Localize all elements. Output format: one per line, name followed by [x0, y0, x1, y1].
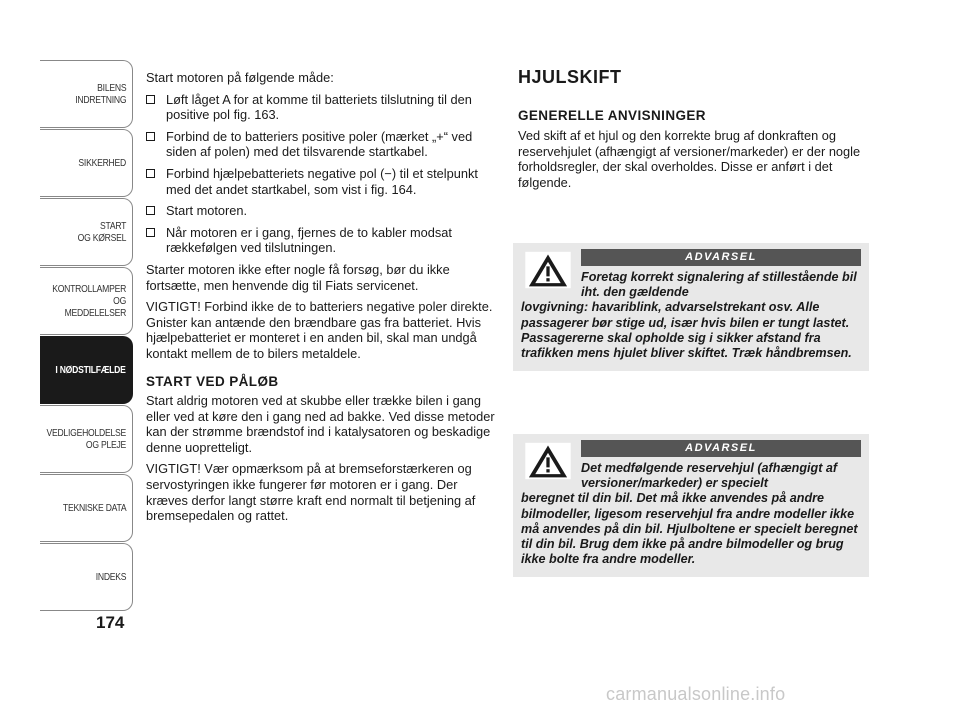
paragraph: Start aldrig motoren ved at skubbe eller trække bilen i gang eller ved at køre den i gang ned ad bakke. Ved disse metoder kan der strømme brændstof ind i katalysatoren og beskadige denne uopretteligt. — [146, 393, 495, 455]
intro-text: Start motoren på følgende måde: — [146, 70, 334, 85]
warning-text-first: Foretag korrekt signalering af stillestående bil iht. den gældende — [581, 270, 857, 300]
tab-sikkerhed[interactable] — [40, 129, 133, 197]
paragraph: Starter motoren ikke efter nogle få forsøg, bør du ikke fortsætte, men henvende dig til Fiats servicenet. — [146, 261, 450, 293]
warning-label: ADVARSEL — [581, 440, 861, 457]
warning-text-first: Det medfølgende reservehjul (afhængigt af versioner/markeder) er specielt — [581, 461, 838, 491]
step-item — [146, 203, 498, 219]
tab-label: START OG KØRSEL — [77, 220, 126, 244]
step-item — [146, 92, 498, 123]
tab-label: SIKKERHED — [78, 157, 126, 169]
watermark: carmanualsonline.info — [606, 684, 786, 704]
warning-text-rest: lovgivning: havariblink, advarselstrekant osv. Alle passagerer bør stige ud, især hvis bilen er tungt lastet. Passagererne skal opholde sig i sikker afstand fra trafikken mens hjulet bliver skiftet. Træk håndbremsen. — [521, 300, 852, 361]
warning-triangle-icon — [521, 441, 575, 481]
step-item — [146, 225, 498, 256]
checkbox-icon — [146, 169, 155, 178]
paragraph: VIGTIGT! Vær opmærksom på at bremseforstærkeren og servostyringen ikke fungerer før motoren er i gang. Der kræves derfor langt større kraft end normalt til betjening af bremsepedalen og rattet. — [146, 461, 476, 524]
step-item — [146, 166, 498, 197]
tab-label: I NØDSTILFÆLDE — [55, 364, 126, 376]
subheading: START VED PÅLØB — [146, 373, 279, 389]
warning-box — [513, 243, 869, 371]
warning-text — [521, 461, 861, 567]
general-text: Ved skift af et hjul og den korrekte brug af donkraften og reservehjulet (afhængigt af versioner/markeder) er der nogle forholdsregler, der skal overholdes. Disse er anført i det følgende. — [518, 128, 861, 190]
tab-label: KONTROLLAMPER OG MEDDELELSER — [52, 283, 126, 319]
checkbox-icon — [146, 228, 155, 237]
tab-bilens-indretning[interactable] — [40, 60, 133, 128]
tab-tekniske-data[interactable] — [40, 474, 133, 542]
tab-start-og-korsel[interactable] — [40, 198, 133, 266]
checkbox-icon — [146, 132, 155, 141]
paragraph: VIGTIGT! Forbind ikke de to batteriers negative poler direkte. Gnister kan antænde den brændbare gas fra batteriet. Hvis hjælpebatteriet er monteret i en anden bil, skal man undgå kontakt mellem de to bilers metaldele. — [146, 299, 493, 361]
general-heading: GENERELLE ANVISNINGER — [518, 107, 706, 123]
warning-label: ADVARSEL — [581, 249, 861, 266]
warning-text-rest: beregnet til din bil. Det må ikke anvendes på andre bilmodeller, ligesom reservehjul fra andre modeller ikke må anvendes på din bil. Hjulboltene er specielt beregnet til din bil. Brug dem ikke på andre bilmodeller og brug ikke bolte fra andre modeller. — [521, 491, 858, 567]
chapter-tabs — [40, 60, 133, 608]
tab-indeks[interactable] — [40, 543, 133, 611]
right-column — [518, 67, 870, 191]
tab-label: VEDLIGEHOLDELSE OG PLEJE — [46, 427, 126, 451]
warning-triangle-icon — [521, 250, 575, 290]
step-text: Forbind hjælpebatteriets negative pol (−) til et stelpunkt med det andet startkabel, som vist i fig. 164. — [166, 165, 478, 197]
tab-i-nodstilfaelde[interactable] — [40, 336, 133, 404]
checkbox-icon — [146, 95, 155, 104]
warning-text — [521, 270, 861, 361]
tab-vedligeholdelse[interactable] — [40, 405, 133, 473]
section-title: HJULSKIFT — [518, 67, 622, 87]
tab-label: BILENS INDRETNING — [74, 82, 126, 106]
tab-label: TEKNISKE DATA — [62, 502, 126, 514]
step-text: Når motoren er i gang, fjernes de to kabler modsat rækkefølgen ved tilslutningen. — [166, 224, 452, 256]
page-number: 174 — [96, 613, 125, 632]
step-item — [146, 129, 498, 160]
warning-box — [513, 434, 869, 577]
step-text: Start motoren. — [166, 203, 248, 219]
checkbox-icon — [146, 206, 155, 215]
step-text: Forbind de to batteriers positive poler (mærket „+“ ved siden af polen) med det tilsvarende startkabel. — [166, 128, 473, 160]
tab-kontrollamper[interactable] — [40, 267, 133, 335]
step-text: Løft låget A for at komme til batteriets tilslutning til den positive pol fig. 163. — [166, 91, 472, 123]
left-column — [146, 70, 498, 530]
tab-label: INDEKS — [95, 571, 126, 583]
